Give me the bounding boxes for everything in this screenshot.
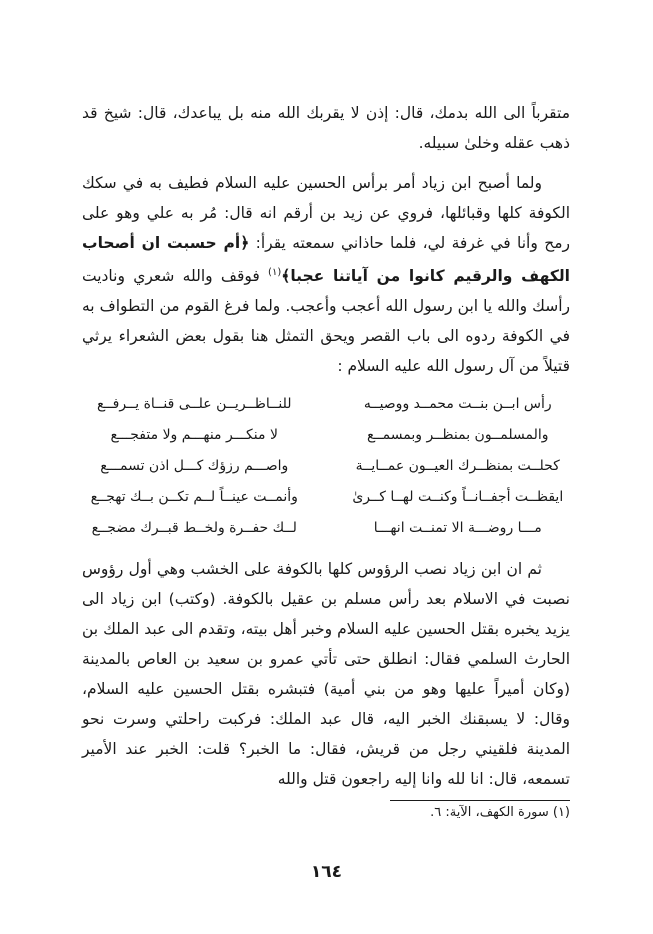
footnote-ref: (١) (268, 267, 282, 278)
hemistich-left: لا منكـــر منهـــم ولا متفجـــع (110, 427, 278, 444)
poem-verse (82, 389, 570, 420)
page-number: ١٦٤ (310, 862, 343, 882)
quran-verse: ﴿أم حسبت ان أصحاب الكهف والرقيم كانوا من آياتنا عجبا﴾ (82, 234, 570, 286)
paragraph-opening: متقرباً الى الله بدمك، قال: إذن لا يقربك الله منه بل يباعدك، قال: شيخ قد ذهب عقله وخلىٰ سبيله. (82, 104, 570, 152)
hemistich-left: لــك حفــرة ولخــط قبــرك مضجــع (91, 520, 297, 537)
paragraph-text-part2: فوقف والله شعري وناديت رأسك والله يا ابن رسول الله أعجب وأعجب. ولما فرغ القوم من التطواف به في الكوفة ردوه الى باب القصر ويحق التمثل هنا بقول بعض الشعراء يرثي قتيلاً من آل رسول الله عليه السلام : (82, 267, 570, 376)
poem-verse (82, 513, 570, 544)
hemistich-right: مـــا روضـــة الا تمنــت انهـــا (373, 520, 542, 537)
hemistich-left: وأنمــت عينــاً لــم تكــن بــك تهجــع (90, 489, 298, 506)
hemistich-right: كحلــت بمنظــرك العيــون عمــايــة (355, 458, 560, 475)
poem (82, 389, 570, 544)
hemistich-right: رأس ابــن بنــت محمــد ووصيــه (363, 396, 552, 413)
footnote: (١) سورة الكهف، الآية: ٦. (430, 805, 570, 821)
hemistich-left: للنــاظــريــن علــى قنــاة يــرفــع (96, 396, 292, 413)
hemistich-right: والمسلمــون بمنظــر وبمسمــع (367, 427, 549, 444)
paragraph-head-of-husayn (82, 168, 570, 381)
hemistich-left: واصـــم رزؤك كـــل اذن تسمـــع (100, 458, 289, 475)
hemistich-right: ايقظــت أجفــانــاً وكنــت لهــا كــرىٰ (352, 489, 564, 506)
paragraph-heads-on-display: ثم ان ابن زياد نصب الرؤوس كلها بالكوفة على الخشب وهي أول رؤوس نصبت في الاسلام بعد رأس مسلم بن عقيل بالكوفة. (وكتب) ابن زياد الى يزيد يخبره بقتل الحسين عليه السلام وخبر أهل بيته، وتقدم الى عبد الملك بن الحارث السلمي فقال: انطلق حتى تأتي عمرو بن سعيد بن العاص بالمدينة (وكان أميراً عليها وهو من بني أمية) فتبشره بقتل الحسين عليه السلام، وقال: لا يسبقنك الخبر اليه، قال عبد الملك: فركبت راحلتي وسرت نحو المدينة فلقيني رجل من قريش، فقال: ما الخبر؟ قلت: الخبر عند الأمير تسمعه، قال: انا لله وانا إليه راجعون قتل والله (82, 560, 570, 789)
poem-verse (82, 482, 570, 513)
paragraph-text-part1: ولما أصبح ابن زياد أمر برأس الحسين عليه السلام فطيف به في سكك الكوفة كلها وقبائلها، فروي عن زيد بن أرقم انه قال: مُر به علي وهو على رمح وأنا في غرفة لي، فلما حاذاني سمعته يقرأ: (82, 174, 570, 252)
document-page (82, 98, 570, 825)
poem-verse (82, 451, 570, 482)
poem-verse (82, 420, 570, 451)
